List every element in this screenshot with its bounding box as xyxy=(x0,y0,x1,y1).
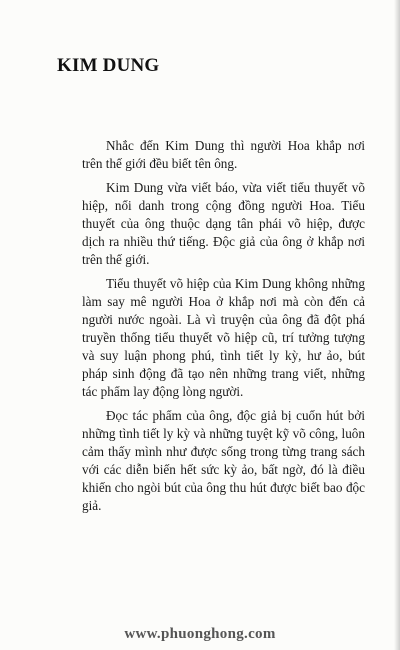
paragraph-3: Tiểu thuyết võ hiệp của Kim Dung không những làm say mê người Hoa ở khắp nơi mà còn đến cả người nước ngoài. Là vì truyện của ông đã đột phá truyền thống tiểu thuyết võ hiệp cũ, trí tưởng tượng và suy luận phong phú, tình tiết ly kỳ, hư ảo, bút pháp sinh động đã tạo nên những trang viết, những tác phẩm lay động lòng người. xyxy=(82,276,365,399)
page-edge-shadow xyxy=(394,0,400,650)
paragraph-2: Kim Dung vừa viết báo, vừa viết tiểu thuyết võ hiệp, nổi danh trong cộng đồng người Hoa. Tiểu thuyết của ông thuộc dạng tân phái võ hiệp, được dịch ra nhiều thứ tiếng. Độc giả của ông ở khắp nơi trên thế giới. xyxy=(82,180,365,267)
website-watermark: www.phuonghong.com xyxy=(124,626,276,642)
paragraph-4: Đọc tác phẩm của ông, độc giả bị cuốn hút bởi những tình tiết ly kỳ và những tuyệt kỹ võ công, luôn cảm thấy mình như được sống trong từng trang sách với các diễn biến hết sức kỳ ảo, bất ngờ, đó là điều khiến cho ngòi bút của ông thu hút được biết bao độc giả. xyxy=(82,408,365,513)
body-text xyxy=(82,137,365,521)
chapter-title: KIM DUNG xyxy=(57,55,160,76)
paragraph-1: Nhắc đến Kim Dung thì người Hoa khắp nơi trên thế giới đều biết tên ông. xyxy=(82,138,365,171)
